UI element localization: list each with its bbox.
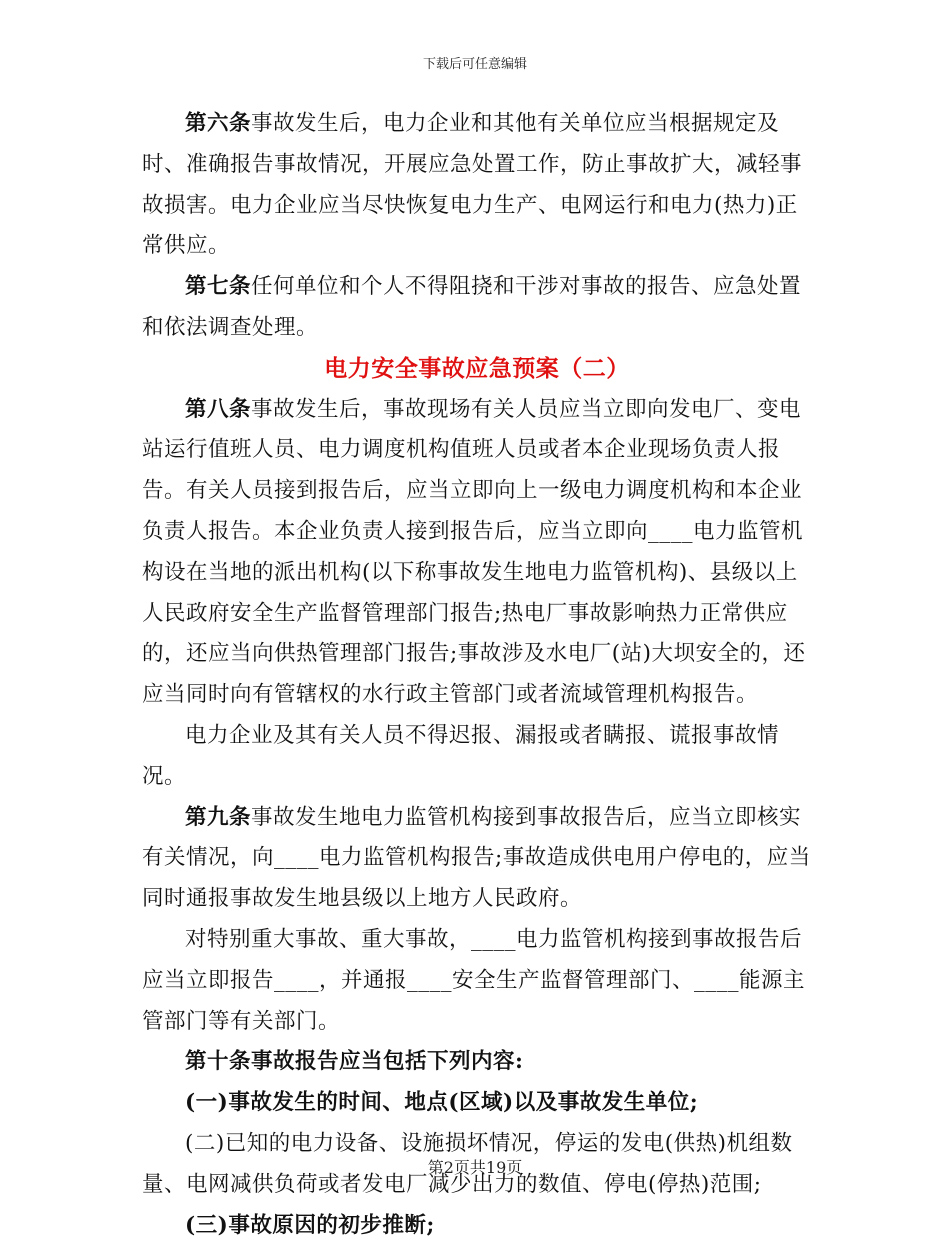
list-item-3: (三)事故原因的初步推断; <box>185 1212 435 1238</box>
paragraph-major-accident: 对特别重大事故、重大事故，____电力监管机构接到事故报告后应当立即报告____，并通报____安全生产监督管理部门、____能源主管部门等有关部门。 <box>142 926 806 1034</box>
article-8-text: 事故发生后，事故现场有关人员应当立即向发电厂、变电站运行值班人员、电力调度机构值班人员或者本企业现场负责人报告。有关人员接到报告后，应当立即向上一级电力调度机构和本企业负责人报告。本企业负责人接到报告后，应当立即向____电力监管机构设在当地的派出机构(以下称事故发生地电力监管机构)、县级以上人民政府安全生产监督管理部门报告;热电厂事故影响热力正常供应的，还应当向供热管理部门报告;事故涉及水电厂(站)大坝安全的，还应当同时向有管辖权的水行政主管部门或者流域管理机构报告。 <box>142 396 806 708</box>
paragraph-no-delay: 电力企业及其有关人员不得迟报、漏报或者瞒报、谎报事故情况。 <box>142 722 780 789</box>
page-footer-number: 第2页共19页 <box>427 1158 523 1177</box>
article-8 <box>142 390 812 716</box>
article-6-label: 第六条 <box>185 111 252 136</box>
article-10-heading: 第十条事故报告应当包括下列内容: <box>185 1049 524 1075</box>
article-8-label: 第八条 <box>185 396 252 422</box>
list-item-1: (一)事故发生的时间、地点(区域)以及事故发生单位; <box>185 1090 699 1116</box>
page-header-note: 下载后可任意编辑 <box>422 57 527 72</box>
article-9-text: 事故发生地电力监管机构接到事故报告后，应当立即核实有关情况，向____电力监管机构报告;事故造成供电用户停电的，应当同时通报事故发生地县级以上地方人民政府。 <box>142 804 811 912</box>
document-body <box>142 104 812 1246</box>
article-7-label: 第七条 <box>185 274 252 300</box>
article-7 <box>142 267 812 349</box>
list-item-2: (二)已知的电力设备、设施损坏情况，停运的发电(供热)机组数量、电网减供负荷或者发电厂减少出力的数值、停电(停热)范围; <box>142 1130 793 1197</box>
article-7-text: 任何单位和个人不得阻挠和干涉对事故的报告、应急处置和依法调查处理。 <box>142 274 802 340</box>
article-6-text: 事故发生后，电力企业和其他有关单位应当根据规定及时、准确报告事故情况，开展应急处置工作，防止事故扩大，减轻事故损害。电力企业应当尽快恢复电力生产、电网运行和电力(热力)正常供应。 <box>142 111 803 259</box>
article-9 <box>142 798 812 920</box>
article-9-label: 第九条 <box>185 804 252 830</box>
article-6 <box>142 104 812 267</box>
section-title: 电力安全事故应急预案（二） <box>324 354 630 382</box>
